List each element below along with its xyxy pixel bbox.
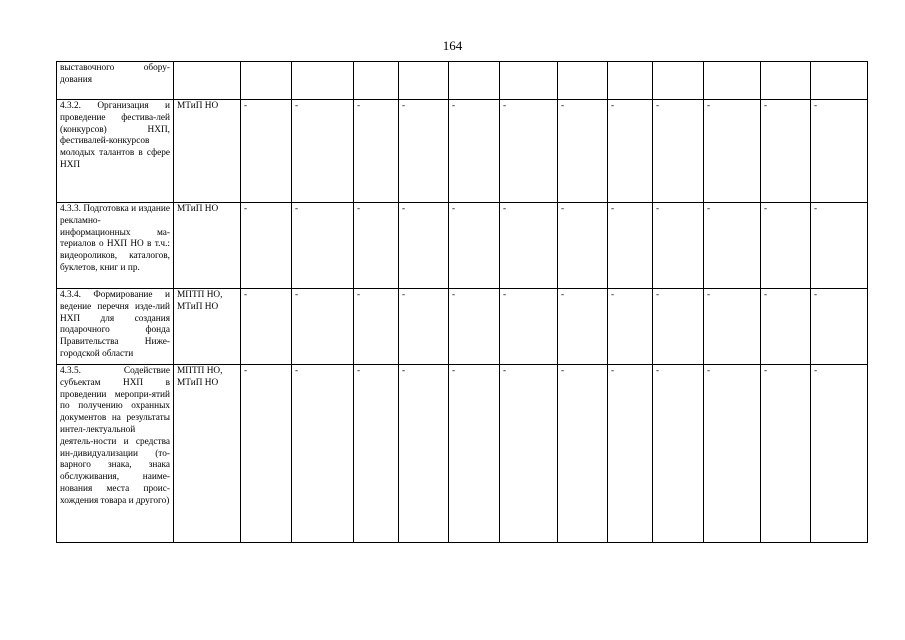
value-cell: - bbox=[292, 100, 354, 203]
value-cell: - bbox=[653, 203, 704, 289]
value-cell: - bbox=[500, 289, 558, 365]
table-row bbox=[57, 100, 868, 203]
value-cell: - bbox=[354, 100, 399, 203]
responsible-cell bbox=[174, 62, 241, 100]
table-row bbox=[57, 203, 868, 289]
value-cell: - bbox=[558, 203, 608, 289]
value-cell bbox=[761, 62, 811, 100]
value-cell: - bbox=[761, 365, 811, 543]
table-row bbox=[57, 289, 868, 365]
value-cell: - bbox=[653, 365, 704, 543]
value-cell: - bbox=[292, 203, 354, 289]
value-cell bbox=[558, 62, 608, 100]
value-cell: - bbox=[558, 365, 608, 543]
value-cell: - bbox=[449, 289, 500, 365]
value-cell: - bbox=[704, 100, 761, 203]
value-cell: - bbox=[241, 203, 292, 289]
value-cell: - bbox=[241, 100, 292, 203]
value-cell: - bbox=[241, 365, 292, 543]
value-cell: - bbox=[449, 365, 500, 543]
value-cell: - bbox=[608, 289, 653, 365]
responsible-cell: МТиП НО bbox=[174, 203, 241, 289]
value-cell: - bbox=[399, 289, 449, 365]
value-cell: - bbox=[653, 100, 704, 203]
value-cell: - bbox=[608, 100, 653, 203]
value-cell: - bbox=[558, 289, 608, 365]
value-cell: - bbox=[761, 203, 811, 289]
value-cell: - bbox=[811, 365, 868, 543]
responsible-cell: МПТП НО, МТиП НО bbox=[174, 289, 241, 365]
value-cell bbox=[704, 62, 761, 100]
value-cell: - bbox=[704, 289, 761, 365]
value-cell: - bbox=[811, 100, 868, 203]
value-cell: - bbox=[354, 365, 399, 543]
value-cell: - bbox=[500, 365, 558, 543]
responsible-cell: МТиП НО bbox=[174, 100, 241, 203]
measure-name-cell: выставочного обору-дования bbox=[57, 62, 174, 100]
measure-name-cell: 4.3.4. Формирование и ведение перечня изде-лий НХП для создания подарочного фонда Правительства Ниже-городской области bbox=[57, 289, 174, 365]
value-cell: - bbox=[354, 289, 399, 365]
responsible-cell: МПТП НО, МТиП НО bbox=[174, 365, 241, 543]
value-cell: - bbox=[653, 289, 704, 365]
page-number: 164 bbox=[442, 38, 463, 53]
value-cell bbox=[292, 62, 354, 100]
value-cell: - bbox=[704, 203, 761, 289]
value-cell bbox=[653, 62, 704, 100]
value-cell: - bbox=[811, 289, 868, 365]
measure-name-cell: 4.3.3. Подготовка и издание рекламно-информационных ма-териалов о НХП НО в т.ч.: видеороликов, каталогов, буклетов, книг и пр. bbox=[57, 203, 174, 289]
value-cell: - bbox=[500, 203, 558, 289]
value-cell: - bbox=[292, 289, 354, 365]
value-cell bbox=[500, 62, 558, 100]
value-cell bbox=[811, 62, 868, 100]
value-cell bbox=[399, 62, 449, 100]
value-cell: - bbox=[704, 365, 761, 543]
value-cell: - bbox=[500, 100, 558, 203]
value-cell bbox=[241, 62, 292, 100]
value-cell: - bbox=[558, 100, 608, 203]
value-cell bbox=[608, 62, 653, 100]
value-cell: - bbox=[811, 203, 868, 289]
value-cell: - bbox=[449, 203, 500, 289]
table-row bbox=[57, 365, 868, 543]
value-cell bbox=[449, 62, 500, 100]
value-cell: - bbox=[399, 203, 449, 289]
value-cell: - bbox=[292, 365, 354, 543]
table-row bbox=[57, 62, 868, 100]
value-cell: - bbox=[399, 100, 449, 203]
value-cell: - bbox=[399, 365, 449, 543]
value-cell: - bbox=[354, 203, 399, 289]
measure-name-cell: 4.3.2. Организация и проведение фестива-лей (конкурсов) НХП, фестивалей-конкурсов молодых талантов в сфере НХП bbox=[57, 100, 174, 203]
measure-name-cell: 4.3.5. Содействие субъектам НХП в проведении меропри-ятий по получению охранных документов на результаты интел-лектуальной деятель-ности и средства ин-дивидуализации (то-варного знака, знака обслуживания, наиме-нования места проис-хождения товара и другого) bbox=[57, 365, 174, 543]
value-cell: - bbox=[608, 203, 653, 289]
value-cell: - bbox=[761, 289, 811, 365]
value-cell: - bbox=[449, 100, 500, 203]
value-cell bbox=[354, 62, 399, 100]
value-cell: - bbox=[241, 289, 292, 365]
measures-table bbox=[56, 61, 868, 543]
value-cell: - bbox=[761, 100, 811, 203]
value-cell: - bbox=[608, 365, 653, 543]
